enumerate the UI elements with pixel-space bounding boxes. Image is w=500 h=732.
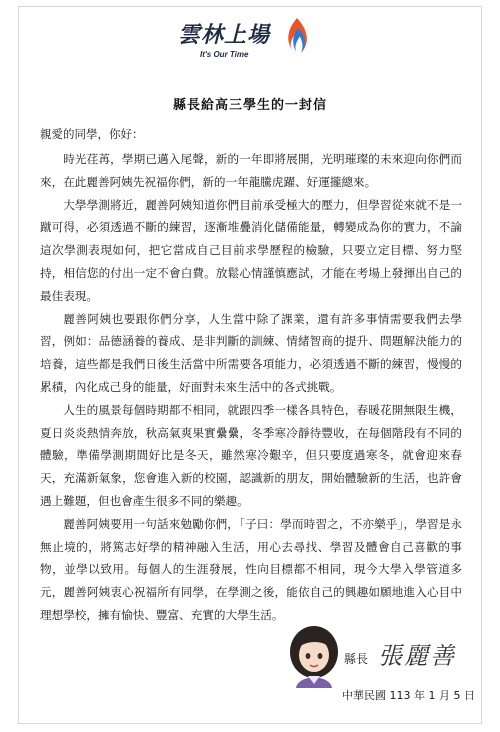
paragraph: 大學學測將近，麗善阿姨知道你們目前承受極大的壓力，但學習從來就不是一蹴可得，必須透過不斷的練習，逐漸堆疊消化儲備能量，轉變成為你的實力，不論這次學測表現如何，把它當成自己目前求學歷程的檢驗，只要立定目標、努力堅持，相信您的付出一定不會白費。放鬆心情謹慎應試，才能在考場上發揮出自己的最佳表現。 bbox=[40, 197, 462, 303]
flame-logo-icon bbox=[282, 16, 312, 56]
sign-title: 縣長 bbox=[344, 652, 369, 666]
magistrate-avatar bbox=[286, 622, 342, 688]
letter-title: 縣長給高三學生的一封信 bbox=[172, 98, 327, 113]
paragraph: 麗善阿姨也要跟你們分享，人生當中除了課業，還有許多事情需要我們去學習，例如：品德涵養的養成、是非判斷的訓練、情緒智商的提升、問題解決能力的培養，這些都是我們日後生活當中所需要各項能力，必須透過不斷的練習，慢慢的累積，內化成己身的能量，好面對未來生活中的各式挑戰。 bbox=[40, 311, 462, 394]
logo-wordmark: 雲林上場 bbox=[178, 22, 271, 48]
letter-body bbox=[40, 148, 462, 627]
paragraph: 人生的風景每個時期都不相同，就跟四季一樣各具特色，春暖花開無限生機，夏日炎炎熱情奔放，秋高氣爽果實纍纍，冬季寒冷靜待豐收，在每個階段有不同的體驗，準備學測期間好比是冬天，雖然寒冷艱辛，但只要度過寒冬，就會迎來春天，充滿新氣象，您會進入新的校園，認識新的朋友，開始體驗新的生活，也許會遇上難題，但也會產生很多不同的樂趣。 bbox=[40, 402, 462, 508]
paragraph: 時光荏苒，學期已邁入尾聲，新的一年即將展開，光明璀璨的未來迎向你們而來，在此麗善阿姨先祝福你們，新的一年龍騰虎躍、好運攏總來。 bbox=[40, 152, 462, 189]
logo-tagline: It's Our Time bbox=[200, 50, 249, 59]
salutation: 親愛的同學，你好： bbox=[40, 127, 144, 141]
letter-date: 中華民國 113 年 1 月 5 日 bbox=[342, 689, 475, 702]
handwritten-signature: 張麗善 bbox=[378, 642, 456, 670]
paragraph: 麗善阿姨要用一句話來勉勵你們，「子曰：學而時習之，不亦樂乎」，學習是永無止境的，將篤志好學的精神融入生活，用心去尋找、學習及體會自己喜歡的事物，並學以致用。每個人的生涯發展，性向目標都不相同，現今大學入學管道多元，麗善阿姨衷心祝福所有同學，在學測之後，能依自己的興趣如願地進入心目中理想學校，擁有愉快、豐富、充實的大學生活。 bbox=[40, 516, 462, 622]
county-logo bbox=[178, 16, 328, 70]
